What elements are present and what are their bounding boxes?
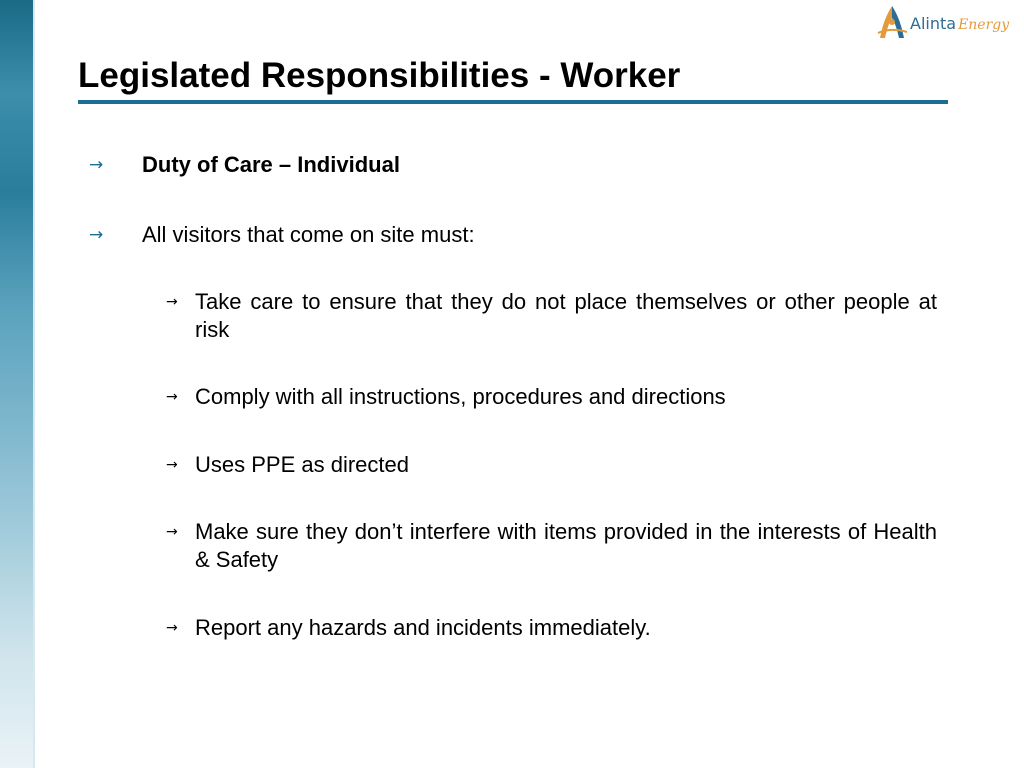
logo-wordmark — [910, 14, 1009, 33]
sub-bullet-interfere: Make sure they don’t interfere with items provided in the interests of Health & Safety — [195, 519, 937, 572]
logo-tagline: Energy — [958, 17, 1010, 33]
bullet-duty-of-care: Duty of Care – Individual — [142, 152, 400, 177]
sub-bullet-report: Report any hazards and incidents immediately. — [195, 615, 651, 640]
right-arrow-icon: → — [166, 389, 178, 405]
slide-title: Legislated Responsibilities - Worker — [78, 56, 681, 95]
right-arrow-icon: → — [89, 155, 104, 175]
right-arrow-icon: → — [166, 457, 178, 473]
right-arrow-icon: → — [166, 294, 178, 310]
company-logo — [874, 2, 1016, 46]
title-underline — [78, 100, 948, 104]
sub-bullet-ppe: Uses PPE as directed — [195, 452, 409, 477]
decorative-side-bar — [0, 0, 35, 768]
sub-bullet-comply: Comply with all instructions, procedures and directions — [195, 384, 726, 409]
sub-bullet-take-care: Take care to ensure that they do not place themselves or other people at risk — [195, 289, 937, 342]
logo-brand: Alinta — [910, 14, 957, 33]
right-arrow-icon: → — [89, 225, 104, 245]
right-arrow-icon: → — [166, 620, 178, 636]
bullet-all-visitors: All visitors that come on site must: — [142, 222, 475, 247]
right-arrow-icon: → — [166, 524, 178, 540]
flame-person-icon — [874, 2, 910, 44]
